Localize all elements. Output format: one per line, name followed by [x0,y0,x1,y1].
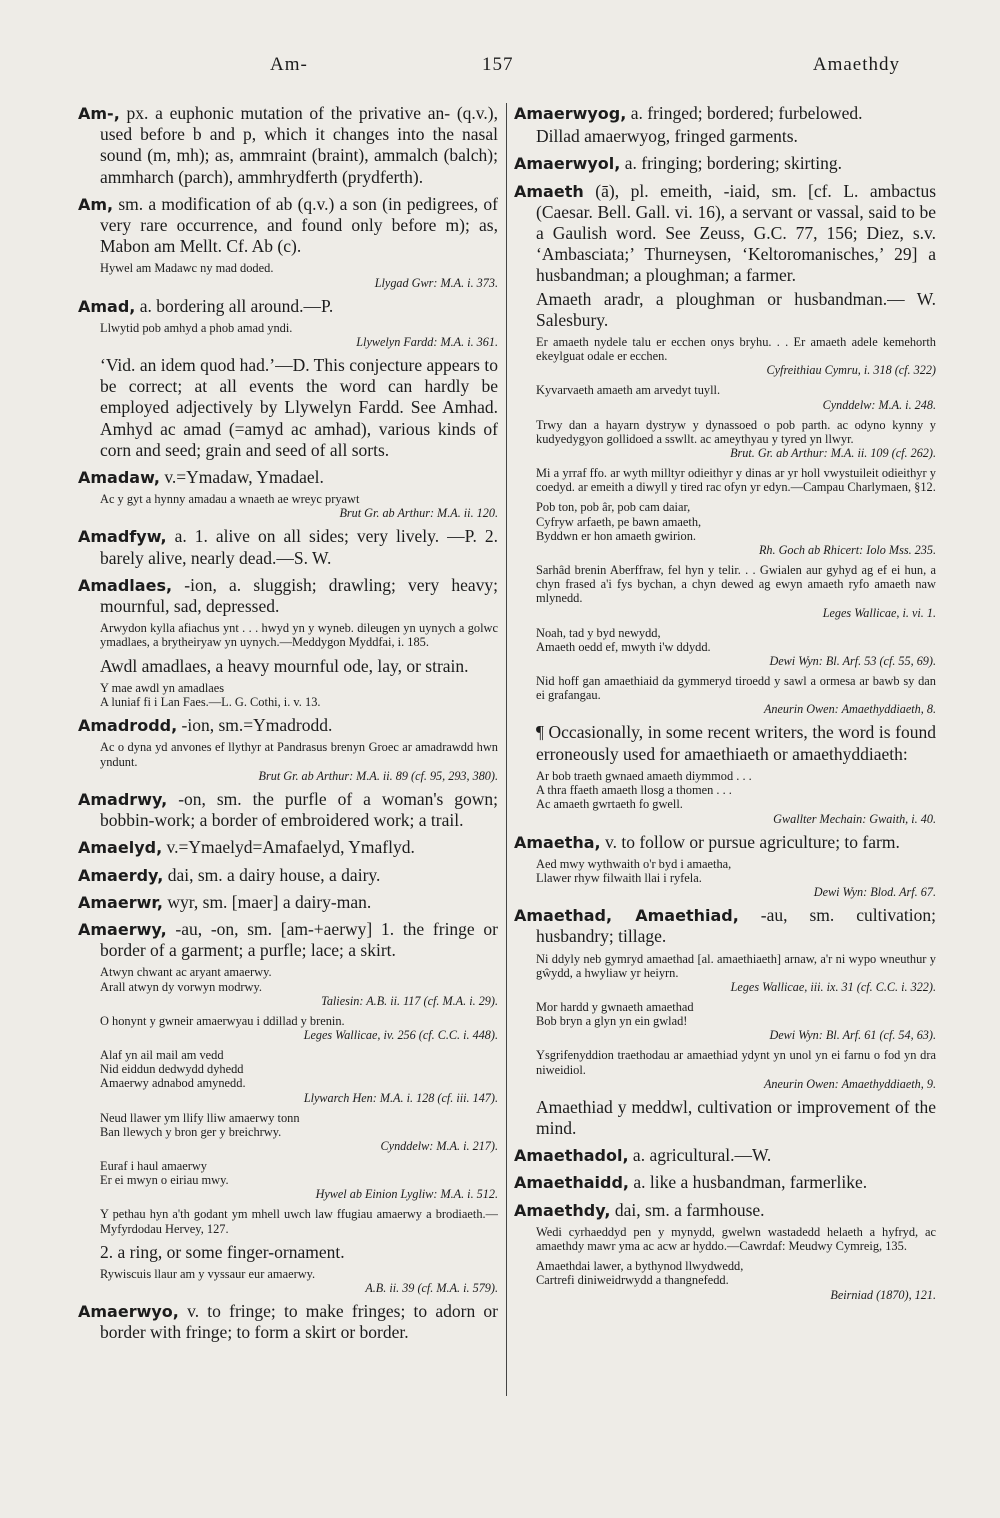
citation: Dewi Wyn: Blod. Arf. 67. [813,885,936,900]
quotation-line: Y pethau hyn a'th godant ym mhell uwch law ffugiau amaerwy a brodiaeth.—Myfyrdodau Hervey, 127. [100,1207,498,1236]
definition-text: -ion, sm.=Ymadrodd. [181,715,333,736]
quotation [100,1014,498,1042]
definition-text: dai, sm. a farmhouse. [614,1199,765,1220]
quotation-line: Bob bryn a glyn yn ein gwlad! [536,1014,688,1029]
page-header [80,54,920,86]
quotation-line: Ni ddyly neb gymryd amaethad [al. amaethiaeth] arnaw, a'r ni wypo wneuthur y gŵydd, a hwyliaw yr heiyrn. [536,951,936,980]
headword: Amaethdy, [514,1200,611,1220]
entry-definition [78,789,498,831]
quotation-line: Kyvarvaeth amaeth am arvedyt tuyll. [536,383,721,398]
citation: Dewi Wyn: Bl. Arf. 61 (cf. 54, 63). [769,1028,936,1043]
entry-definition [78,865,498,886]
citation: Brut. Gr. ab Arthur: M.A. ii. 109 (cf. 262). [730,446,936,461]
citation: Llywarch Hen: M.A. i. 128 (cf. iii. 147). [303,1090,498,1105]
example-phrase: Dillad amaerwyog, fringed garments. [536,126,798,147]
quotation-line: Ac o dyna yd anvones ef llythyr at Pandrasus brenyn Groec ar amadrawdd hwn yndunt. [100,740,498,769]
quotation [536,1225,936,1253]
quotation [536,1000,936,1042]
dictionary-entry [514,1172,936,1193]
quotation-line: Arwydon kylla afiachus ynt . . . hwyd yn y wyneb. dileugen yn uynych a golwc ymadlaes, a brytheiryaw yn uynych.—Meddygon Myddfai, i. 185. [100,621,498,650]
dictionary-entry [78,837,498,858]
citation: A.B. ii. 39 (cf. M.A. i. 579). [365,1281,498,1296]
headword: Amaerwyo, [78,1302,179,1322]
headword: Amaeth [514,181,584,201]
quotation [100,321,498,349]
headword: Am-, [78,104,120,123]
dictionary-entry [514,1200,936,1302]
page-number: 157 [482,54,514,75]
quotation [100,681,498,709]
quotation-line: Sarhâd brenin Aberffraw, fel hyn y telir. . . Gwialen aur gyhyd ag ef ei hun, a chyn frased a'i fys bychan, a chyn dewed ag ewyn amaeth ryfo amaeth naw mlynedd. [536,563,936,606]
quotation-line: Neud llawer ym llify lliw amaerwy tonn [100,1110,300,1125]
definition-text: v. to follow or pursue agriculture; to farm. [605,831,900,852]
quotation-line: Llwytid pob amhyd a phob amad yndi. [100,320,293,335]
dictionary-entry [78,1301,498,1343]
entry-definition [78,103,498,188]
quotation [100,1207,498,1235]
headword: Amadlaes, [78,575,173,595]
citation: Leges Wallicae, iii. ix. 31 (cf. C.C. i. 322). [730,979,936,994]
entry-definition [78,919,498,961]
quotation-line: Ban llewych y bron ger y breichrwy. [100,1124,282,1139]
headword: Amaerwy, [78,919,167,939]
column-rule [506,103,507,1396]
entry-definition [78,467,498,488]
quotation-line: Hywel am Madawc ny mad doded. [100,261,274,276]
quotation [100,965,498,1007]
headword: Amad, [78,296,136,316]
citation: Aneurin Owen: Amaethyddiaeth, 9. [763,1076,936,1091]
entry-definition [78,575,498,617]
definition-text: v.=Ymadaw, Ymadael. [164,467,324,488]
dictionary-entry [78,103,498,188]
citation: Rh. Goch ab Rhicert: Iolo Mss. 235. [758,543,936,558]
quotation [536,500,936,557]
headword: Amaerwr, [78,892,163,912]
dictionary-entry [514,905,936,1139]
quotation [536,626,936,668]
headword: Amaetha, [514,832,601,852]
dictionary-entry [78,194,498,290]
headword: Amaerwyog, [514,104,627,123]
quotation-line: Amaerwy adnabod amynedd. [100,1076,246,1091]
definition-text: dai, sm. a dairy house, a dairy. [167,864,381,885]
dictionary-entry [78,575,498,709]
quotation-line: Rywiscuis llaur am y vyssaur eur amaerwy. [100,1266,316,1281]
quotation-line: Ar bob traeth gwnaed amaeth diymmod . . . [536,768,752,783]
entry-definition [514,832,936,853]
quotation-line: Nid hoff gan amaethiaid da gymmeryd tiroedd y sawl a ormesa ar bawb sy dan ei grafangau. [536,674,936,703]
quotation-line: Amaethdai lawer, a bythynod llwydwedd, [536,1259,744,1274]
entry-definition [78,1301,498,1343]
headword: Am, [78,194,114,214]
quotation-line: Aed mwy wythwaith o'r byd i amaetha, [536,856,732,871]
citation: Cyfreithiau Cymru, i. 318 (cf. 322) [766,363,936,378]
quotation-line: Nid eiddun dedwydd dyhedd [100,1062,244,1077]
dictionary-entry [78,919,498,1295]
quotation [536,383,936,411]
quotation [536,674,936,716]
dictionary-entry [78,467,498,520]
quotation-line: Mi a yrraf ffo. ar wyth milltyr odieithyr y dinas ar yr holl vwystuileit odieithyr y coedyd. ar emeith a diwyll y tired rac ofyn yr edyn.—Campau Charlymaen, §12. [536,466,936,495]
dictionary-entry [78,892,498,913]
definition-text: wyr, sm. [maer] a dairy-man. [167,891,372,912]
citation: Cynddelw: M.A. i. 217). [380,1138,498,1153]
citation: Brut Gr. ab Arthur: M.A. ii. 89 (cf. 95, 293, 380). [258,768,498,783]
entry-definition [514,103,936,124]
quotation-line: Atwyn chwant ac aryant amaerwy. [100,965,272,980]
headword: Amaethaidd, [514,1173,630,1193]
quotation-line: Arall atwyn dy vorwyn modrwy. [100,979,262,994]
dictionary-entry [78,865,498,886]
example-phrase: Amaeth aradr, a ploughman or husbandman.— W. Salesbury. [536,288,936,330]
citation: Beirniad (1870), 121. [830,1287,936,1302]
citation: Aneurin Owen: Amaethyddiaeth, 8. [763,702,936,717]
quotation-line: Mor hardd y gwnaeth amaethad [536,999,694,1014]
quotation-line: A luniaf fi i Lan Faes.—L. G. Cothi, i. v. 13. [100,695,321,710]
definition-text: a. bordering all around.—P. [139,295,334,316]
citation: Taliesin: A.B. ii. 117 (cf. M.A. i. 29). [321,993,498,1008]
dictionary-entry [514,153,936,174]
quotation-line: Llawer rhyw filwaith llai i ryfela. [536,870,702,885]
quotation-line: Cartrefi diniweidrwydd a thangnefedd. [536,1273,729,1288]
quotation-line: Amaeth oedd ef, mwyth i'w ddydd. [536,639,711,654]
quotation-line: A thra ffaeth amaeth llosg a thomen . . . [536,783,732,798]
quotation-line: Ysgrifenyddion traethodau ar amaethiad ydynt yn unol yn ei farnu o fod yn dra niweidiol. [536,1048,936,1077]
definition-text: a. agricultural.—W. [632,1145,772,1166]
headword: Amadfyw, [78,527,167,547]
entry-definition [78,296,498,317]
dictionary-entry [514,832,936,900]
definition-text: a. like a husbandman, farmerlike. [633,1172,868,1193]
citation: Leges Wallicae, iv. 256 (cf. C.C. i. 448). [303,1027,498,1042]
citation: Llywelyn Fardd: M.A. i. 361. [356,335,498,350]
quotation-line: Ac amaeth gwrtaeth fo gwell. [536,797,683,812]
dictionary-entry [514,181,936,826]
definition-text: a. fringed; bordered; furbelowed. [630,103,863,123]
quotation-line: Byddwn er hon amaeth gwirion. [536,528,697,543]
example-phrase: Awdl amadlaes, a heavy mournful ode, lay, or strain. [100,655,469,676]
definition-text: v.=Ymaelyd=Amafaelyd, Ymaflyd. [166,837,415,858]
headword: Amaethad, Amaethiad, [514,906,739,926]
note-text: ¶ Occasionally, in some recent writers, the word is found erroneously used for amaethiaeth or amaethyddiaeth: [536,722,936,764]
definition-text: -au, sm. cultivation; husbandry; tillage. [536,905,936,947]
entry-definition [514,1200,936,1221]
entry-definition [78,837,498,858]
dictionary-entry [78,526,498,568]
quotation-line: Er ei mwyn o eiriau mwy. [100,1173,229,1188]
entry-definition [78,194,498,258]
dictionary-entry [78,789,498,831]
quotation-line: Euraf i haul amaerwy [100,1158,207,1173]
right-column [514,103,936,1458]
quotation-line: O honynt y gwneir amaerwyau i ddillad y brenin. [100,1013,345,1028]
quotation [536,335,936,377]
definition-text: -ion, a. sluggish; drawling; very heavy; mournful, sad, depressed. [100,574,498,617]
quotation-line: Wedi cyrhaeddyd pen y mynydd, gwelwn wastadedd helaeth a hyfryd, ac amaethdy mawr yma ac acw ar hyddo.—Cawrdaf: Meudwy Cymreig, 135. [536,1224,936,1253]
citation: Dewi Wyn: Bl. Arf. 53 (cf. 55, 69). [769,654,936,669]
entry-definition [514,1145,936,1166]
quotation [536,952,936,994]
definition-text: -au, -on, sm. [am-+aerwy] 1. the fringe or border of a garment; a purfle; lace; a skirt. [100,918,498,961]
quotation [536,857,936,899]
dictionary-entry [514,1145,936,1166]
quotation [100,1267,498,1295]
dictionary-entry [514,103,936,147]
quotation-line: Noah, tad y byd newydd, [536,625,661,640]
definition-text: a. 1. alive on all sides; very lively. —P. 2. barely alive, nearly dead.—S. W. [100,526,498,568]
quotation-line: Trwy dan a hayarn dystryw y dynassoed o pob parth. ac odyno kynny y kudyedygyon gollidoed a sswllt. ac ameythyau y tyred yn llwyr. [536,417,936,446]
running-head-left: Am- [270,54,308,75]
entry-definition [78,892,498,913]
quotation [100,740,498,782]
note-text: 2. a ring, or some finger-ornament. [100,1241,345,1262]
entry-definition [514,153,936,174]
definition-text: -on, sm. the purfle of a woman's gown; bobbin-work; a border of embroidered work; a trail. [100,788,498,831]
left-column [78,103,498,1458]
quotation [100,1048,498,1105]
quotation-line: Pob ton, pob âr, pob cam daiar, [536,500,691,515]
quotation [100,1111,498,1153]
citation: Hywel ab Einion Lygliw: M.A. i. 512. [315,1187,498,1202]
entry-definition [514,181,936,287]
entry-definition [514,1172,936,1193]
entry-definition [78,526,498,568]
dictionary-entry [78,296,498,461]
quotation [100,492,498,520]
quotation [536,563,936,620]
headword: Amaethadol, [514,1146,629,1166]
definition-text: v. to fringe; to make fringes; to adorn or border with fringe; to form a skirt or border. [100,1301,498,1343]
headword: Amaerdy, [78,865,164,885]
headword: Amadrwy, [78,789,168,809]
quotation [100,621,498,649]
definition-text: (ā), pl. emeith, -iaid, sm. [cf. L. ambactus (Caesar. Bell. Gall. vi. 16), a servant or vassal, said to be a Gaulish word. See Zeuss, G.C. 77, 156; Diez, s.v. ‘Ambasciata;’ Thurneysen, ‘Keltoromanisches,’ 29] a husbandman; a ploughman; a farmer. [536,180,936,286]
running-head-right: Amaethdy [812,54,900,75]
citation: Gwallter Mechain: Gwaith, i. 40. [773,811,936,826]
quotation [100,1159,498,1201]
quotation-line: Y mae awdl yn amadlaes [100,680,225,695]
quotation-line: Ac y gyt a hynny amadau a wnaeth ae wreyc pryawt [100,492,360,507]
quotation-line: Cyfryw arfaeth, pe bawn amaeth, [536,514,702,529]
definition-text: sm. a modification of ab (q.v.) a son (in pedigrees, of very rare occurrence, and found only before m); as, Mabon am Mellt. Cf. Ab (c). [100,193,498,257]
example-phrase: Amaethiad y meddwl, cultivation or improvement of the mind. [536,1096,936,1138]
quotation-line: Er amaeth nydele talu er ecchen onys bryhu. . . Er amaeth adele kemehorth ekeylguat odale er ecchen. [536,335,936,364]
quotation [536,1048,936,1090]
quotation [536,418,936,460]
definition-text: a. fringing; bordering; skirting. [624,153,842,174]
quotation [100,261,498,289]
headword: Amadaw, [78,468,160,488]
citation: Brut Gr. ab Arthur: M.A. ii. 120. [339,506,498,521]
note-text: ‘Vid. an idem quod had.’—D. This conjecture appears to be correct; at all events the word can hardly be employed adjectively by Llywelyn Fardd. See Amhad. Amhyd ac amad (=amyd ac amhad), various kinds of corn and seed; grain and seed of all sorts. [100,355,498,460]
citation: Leges Wallicae, i. vi. 1. [822,605,936,620]
dictionary-entry [78,715,498,783]
entry-definition [514,905,936,947]
headword: Amadrodd, [78,716,178,736]
headword: Amaerwyol, [514,154,621,174]
quotation [536,769,936,826]
quotation [536,466,936,494]
headword: Amaelyd, [78,838,163,858]
quotation [536,1259,936,1301]
citation: Llygad Gwr: M.A. i. 373. [374,275,498,290]
entry-definition [78,715,498,736]
quotation-line: Alaf yn ail mail am vedd [100,1047,224,1062]
citation: Cynddelw: M.A. i. 248. [822,397,936,412]
definition-text: px. a euphonic mutation of the privative an- (q.v.), used before b and p, which it changes into the nasal sound (m, mh); as, ammraint (braint), ammalch (balch); ammharch (parch), ammhrydferth (prydferth). [100,103,498,187]
